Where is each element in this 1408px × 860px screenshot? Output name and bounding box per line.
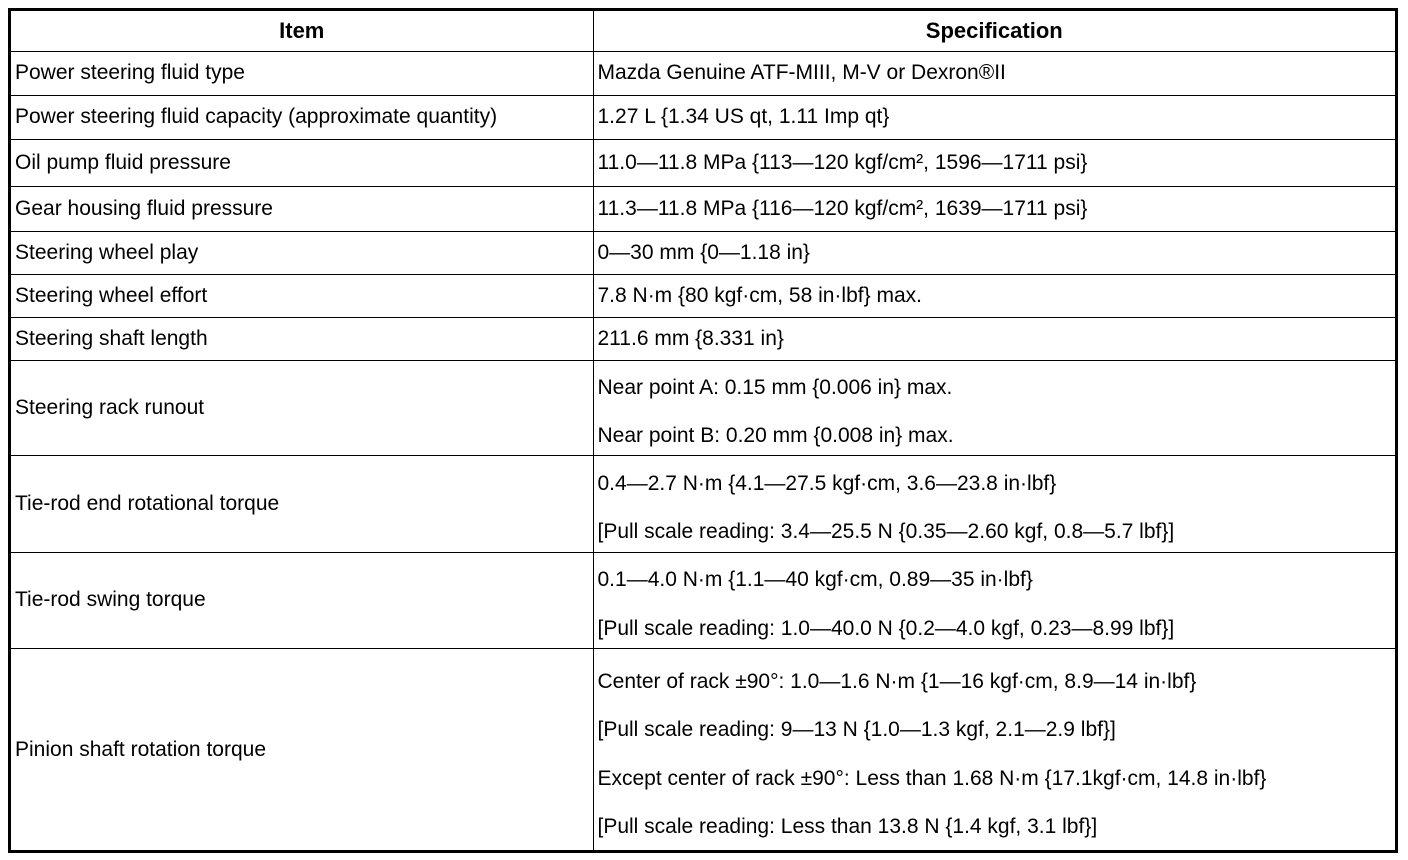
spec-cell: [593, 456, 1395, 553]
table-row: [11, 456, 1395, 553]
spec-line: [Pull scale reading: 9—13 N {1.0—1.3 kgf, 2.1—2.9 lbf}]: [597, 718, 1116, 742]
item-cell: Power steering fluid capacity (approximate quantity): [11, 96, 593, 140]
spec-line: Near point A: 0.15 mm {0.006 in} max.: [597, 375, 953, 399]
item-cell: Tie-rod end rotational torque: [11, 456, 593, 553]
spec-cell: [593, 140, 1395, 187]
spec-cell: [593, 96, 1395, 140]
table-row: [11, 649, 1395, 853]
item-cell: Oil pump fluid pressure: [11, 140, 593, 187]
spec-table-frame: [8, 8, 1398, 853]
column-header-item: Item: [11, 11, 593, 52]
spec-cell: [593, 361, 1395, 456]
item-cell: Tie-rod swing torque: [11, 553, 593, 649]
spec-line: 0—30 mm {0—1.18 in}: [597, 240, 810, 264]
item-cell: Steering wheel effort: [11, 275, 593, 318]
table-row: [11, 187, 1395, 232]
spec-line: 0.1—4.0 N·m {1.1—40 kgf·cm, 0.89—35 in·lbf}: [597, 568, 1033, 592]
item-cell: Steering rack runout: [11, 361, 593, 456]
table-row: [11, 96, 1395, 140]
specification-table: [11, 11, 1395, 852]
spec-line: 11.0—11.8 MPa {113—120 kgf/cm², 1596—1711 psi}: [597, 150, 1088, 174]
table-header-row: [11, 11, 1395, 52]
spec-line: [Pull scale reading: 3.4—25.5 N {0.35—2.60 kgf, 0.8—5.7 lbf}]: [597, 520, 1175, 543]
spec-cell: [593, 553, 1395, 649]
spec-line: 7.8 N·m {80 kgf·cm, 58 in·lbf} max.: [597, 283, 922, 307]
item-cell: Pinion shaft rotation torque: [11, 649, 593, 853]
table-row: [11, 140, 1395, 187]
spec-line: 0.4—2.7 N·m {4.1—27.5 kgf·cm, 3.6—23.8 in·lbf}: [597, 471, 1057, 495]
spec-line: [Pull scale reading: Less than 13.8 N {1.4 kgf, 3.1 lbf}]: [597, 814, 1098, 838]
spec-line: Center of rack ±90°: 1.0—1.6 N·m {1—16 kgf·cm, 8.9—14 in·lbf}: [597, 670, 1197, 694]
spec-line: Except center of rack ±90°: Less than 1.68 N·m {17.1kgf·cm, 14.8 in·lbf}: [597, 766, 1267, 790]
spec-line: Near point B: 0.20 mm {0.008 in} max.: [597, 424, 954, 447]
table-row: [11, 52, 1395, 96]
item-cell: Gear housing fluid pressure: [11, 187, 593, 232]
table-row: [11, 553, 1395, 649]
item-cell: Power steering fluid type: [11, 52, 593, 96]
table-row: [11, 361, 1395, 456]
spec-cell: [593, 232, 1395, 275]
column-header-specification: Specification: [593, 11, 1395, 52]
spec-cell: [593, 649, 1395, 853]
table-row: [11, 275, 1395, 318]
spec-line: 11.3—11.8 MPa {116—120 kgf/cm², 1639—1711 psi}: [597, 196, 1088, 220]
item-cell: Steering shaft length: [11, 318, 593, 361]
spec-line: [Pull scale reading: 1.0—40.0 N {0.2—4.0 kgf, 0.23—8.99 lbf}]: [597, 616, 1175, 640]
spec-cell: [593, 275, 1395, 318]
spec-line: 211.6 mm {8.331 in}: [597, 326, 784, 350]
spec-cell: [593, 318, 1395, 361]
spec-cell: [593, 187, 1395, 232]
table-row: [11, 318, 1395, 361]
item-cell: Steering wheel play: [11, 232, 593, 275]
spec-line: Mazda Genuine ATF-MIII, M-V or Dexron®II: [597, 61, 1006, 85]
spec-line: 1.27 L {1.34 US qt, 1.11 Imp qt}: [597, 105, 890, 129]
spec-cell: [593, 52, 1395, 96]
table-row: [11, 232, 1395, 275]
